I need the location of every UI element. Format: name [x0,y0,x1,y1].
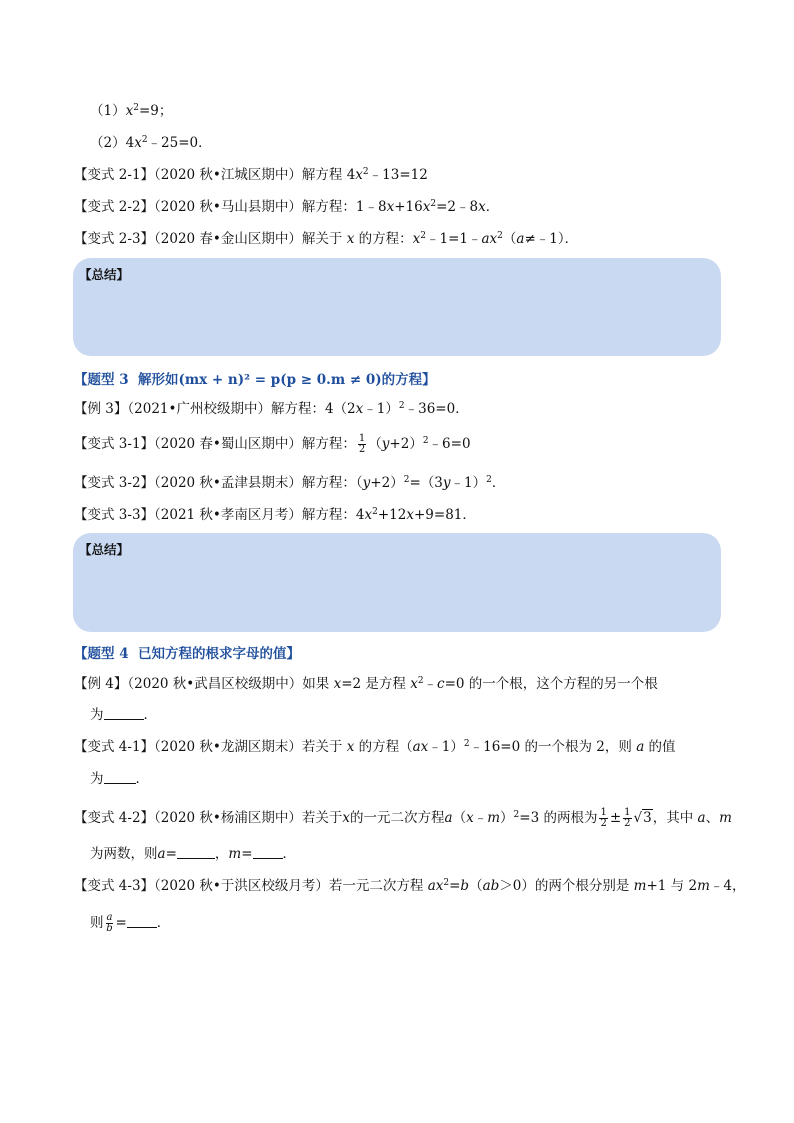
answer-blank-m[interactable] [253,846,283,859]
text: = [165,846,177,862]
var-x: x [422,199,431,215]
text: ． [156,915,171,931]
var-y: y [362,475,371,491]
text: ﹣1=1﹣ [425,231,482,247]
var-x: x [355,401,364,417]
variant-4-2-cont [90,845,296,863]
text: 的值 [648,739,676,755]
variant-4-3-cont [90,913,170,934]
text: 解方程：1﹣8 [301,199,387,215]
exponent: 2 [403,475,410,485]
source: （2020 秋•马山县期中） [154,199,302,215]
var-ab: ab [482,878,500,894]
exponent: 2 [497,231,503,241]
text: ， [214,846,229,862]
text: +2） [370,475,404,491]
text: +16 [394,199,423,215]
var-x: x [346,739,355,755]
text: 的方程（ [358,739,413,755]
text: 解方程： [301,436,356,452]
variant-4-1-cont [90,770,149,788]
denominator: 2 [358,444,366,455]
text: ﹣ [423,676,438,692]
source: （2020 春•金山区期中） [154,231,302,247]
text: ﹣ [473,810,488,826]
text: ） [500,810,514,826]
heading-prefix: 【题型 4 [74,646,129,662]
summary-box [73,533,721,632]
numerator: 1 [600,807,607,818]
variant-3-2 [74,474,505,492]
heading-title: 解形如(mx + n)² = p(p ≥ 0.m ≠ 0)的方程】 [138,372,436,388]
var-x: x [134,135,142,151]
var-y: y [381,436,390,452]
text: ﹣36=0． [404,401,469,417]
variant-tag: 【变式 4-3】 [74,878,155,894]
source: （2020 秋•武昌区校级期中） [127,676,303,692]
variant-3-3 [74,506,476,524]
exponent: 2 [372,507,378,517]
exponent: 2 [513,810,520,820]
text: ≠﹣1）． [524,231,579,247]
text: 若一元二次方程 [328,878,424,894]
text: +12 [377,507,407,523]
exponent: 2 [422,436,429,446]
text: ． [282,846,296,862]
var-x: x [386,199,395,215]
example-tag: 【例 3】 [74,401,128,417]
heading-prefix: 【题型 3 [74,372,129,388]
var-y: y [442,475,451,491]
text: 为 [90,707,104,723]
denominator: 2 [624,818,631,829]
text: 解方程 4 [301,167,356,183]
text: ﹣16=0 的一个根为 2，则 [469,739,632,755]
var-m: m [633,878,647,894]
example-4 [74,675,658,693]
source: （2020 秋•龙湖区期末） [154,739,302,755]
heading-title: 已知方程的根求字母的值】 [138,646,300,662]
example-tag: 【例 4】 [74,676,128,692]
var-x: x [478,199,486,215]
text: ，其中 [652,810,694,826]
text: ＞0）的两个根分别是 [499,878,630,894]
variant-4-2 [74,808,732,829]
variant-tag: 【变式 3-3】 [74,507,155,523]
answer-blank[interactable] [104,771,136,784]
exponent: 2 [430,199,437,209]
text: ． [491,475,506,491]
text: ． [485,199,500,215]
text: ﹣13=12 [368,167,428,183]
source: （2020 秋•于洪区校级月考） [154,878,329,894]
source: （2020 秋•杨浦区期中） [154,810,302,826]
variant-3-1 [74,434,471,455]
var-x: x [346,231,355,247]
exponent: 2 [133,103,139,113]
exponent: 2 [417,676,424,686]
fraction [623,808,631,829]
text: 、 [705,810,720,826]
exponent: 2 [463,739,470,749]
var-m: m [487,810,501,826]
fraction [106,913,114,934]
text: 解关于 [301,231,343,247]
label: （2）4 [90,135,135,151]
var-a: a [636,739,645,755]
text: ﹣1） [363,401,399,417]
numerator: 1 [624,807,631,818]
var-ax: ax [427,878,444,894]
variant-tag: 【变式 4-2】 [74,810,155,826]
source: （2021•广州校级期中） [127,401,271,417]
text: 则 [90,915,104,931]
text: 的一元二次方程 [350,810,445,826]
problem-2-line [90,134,212,152]
variant-tag: 【变式 3-2】 [74,475,155,491]
var-m: m [697,878,710,894]
text: 若关于 [301,739,343,755]
text: = [115,915,127,931]
text: ﹣4， [709,878,746,894]
variant-2-2 [74,198,499,216]
denominator: 2 [600,818,607,829]
section-heading-4 [74,642,300,662]
var-m: m [228,846,242,862]
var-x: x [125,103,134,119]
text: 的方程： [358,231,413,247]
source: （2021 秋•孝南区月考） [154,507,302,523]
text: 若关于 [301,810,343,826]
text: （ [469,878,483,894]
source: （2020 春•蜀山区期中） [154,436,302,452]
label: （1） [90,103,126,119]
text: （ [452,810,467,826]
answer-blank[interactable] [127,915,157,928]
problem-1-line [90,102,172,120]
numerator: 1 [358,433,366,444]
numerator: a [106,912,113,923]
fraction [358,434,366,455]
var-a: a [157,846,166,862]
text: = [241,846,253,862]
exponent: 2 [420,231,426,241]
text: 如果 [302,676,330,692]
exponent: 2 [443,878,450,888]
example-3 [74,400,469,418]
exponent: 2 [398,401,405,411]
text: =3 的两根为 [519,810,598,826]
var-m: m [719,810,732,826]
variant-tag: 【变式 2-2】 [74,199,155,215]
radicand: 3 [643,810,652,826]
var-ax: ax [412,739,429,755]
summary-box [73,258,721,356]
exponent: 2 [141,135,148,145]
var-a: a [697,810,706,826]
var-x: x [333,676,342,692]
sqrt-icon: √ [633,810,643,826]
text: +9=81． [413,507,476,523]
var-a: a [444,810,453,826]
var-x: x [355,167,363,183]
variant-2-3 [74,230,578,248]
fraction [599,808,607,829]
variant-tag: 【变式 3-1】 [74,436,155,452]
text: ． [143,707,157,723]
text: +2） [389,436,423,452]
source: （2020 秋•江城区期中） [154,167,302,183]
text: 为 [90,771,104,787]
var-ax: ax [481,231,498,247]
text: ﹣1） [450,475,487,491]
var-x: x [466,810,474,826]
text: =0 的一个根，这个方程的另一个根 [444,676,658,692]
text: 为两数，则 [90,846,158,862]
text: （ [502,231,517,247]
var-c: c [437,676,445,692]
var-x: x [412,231,421,247]
exponent: 2 [486,475,492,485]
variant-2-1 [74,166,428,184]
plus-minus: ± [609,810,622,826]
exponent: 2 [362,167,369,177]
source: （2020 秋•孟津县期末） [154,475,302,491]
variant-4-1 [74,738,676,756]
summary-label: 【总结】 [79,267,130,282]
example-4-cont [90,706,157,724]
text: ﹣1） [428,739,464,755]
equation-text: ﹣25=0． [147,135,212,151]
variant-tag: 【变式 2-1】 [74,167,155,183]
text: 解方程：（ [301,475,363,491]
section-heading-3 [74,368,436,388]
text: ． [135,771,149,787]
variant-tag: 【变式 4-1】 [74,739,155,755]
text: = [449,878,461,894]
equation-text: =9； [138,103,173,119]
text: 解方程：4 [301,507,365,523]
var-x: x [342,810,351,826]
text: 解方程：4（2 [270,401,356,417]
text: +1 与 2 [646,878,698,894]
var-a: a [516,231,525,247]
var-x: x [364,507,373,523]
summary-label: 【总结】 [79,542,130,557]
answer-blank[interactable] [104,707,144,720]
text: （ [368,436,382,452]
answer-blank-a[interactable] [177,846,215,859]
text: =2﹣8 [436,199,479,215]
text: ﹣6=0 [428,436,471,452]
var-x: x [410,676,418,692]
denominator: b [106,923,113,934]
variant-tag: 【变式 2-3】 [74,231,155,247]
var-b: b [460,878,470,894]
text: =2 是方程 [341,676,406,692]
text: =（3 [409,475,443,491]
variant-4-3 [74,877,745,895]
var-x: x [406,507,414,523]
